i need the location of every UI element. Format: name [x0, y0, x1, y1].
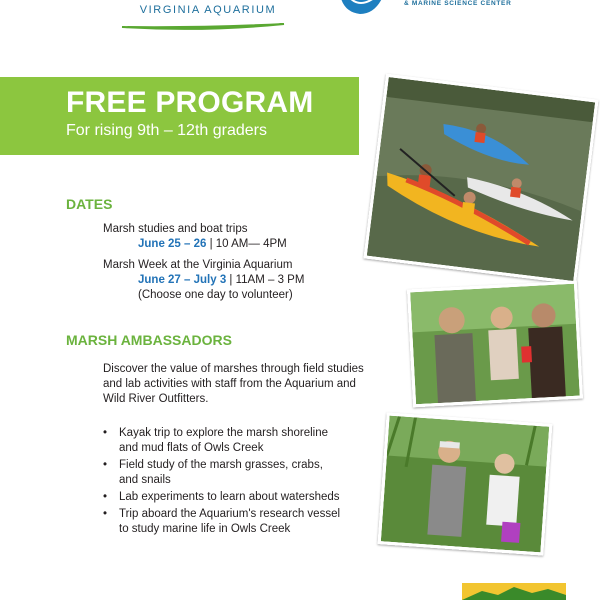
marsh-study-photo [407, 281, 583, 408]
dates-heading: DATES [66, 196, 113, 212]
dates-item1-time: | 10 AM— 4PM [206, 238, 287, 250]
kayak-photo [363, 74, 598, 285]
dates-item2-date: June 27 – July 3 [138, 274, 227, 286]
sponsor-logo [462, 583, 566, 600]
field-study-photo [378, 412, 553, 555]
list-item [103, 458, 403, 488]
virginia-aquarium-logo-text: VIRGINIA AQUARIUM [139, 4, 277, 16]
dates-item1-line [138, 237, 287, 252]
dates-item2-line [138, 273, 304, 288]
dates-item2-label: Marsh Week at the Virginia Aquarium [103, 259, 293, 271]
list-item-line: • Kayak trip to explore the marsh shoreline [119, 427, 329, 439]
dates-item1-date: June 25 – 26 [138, 238, 207, 250]
intro-line: Wild River Outfitters. [103, 393, 209, 405]
list-item-line: • Lab experiments to learn about watersheds [119, 491, 340, 503]
list-item [103, 490, 403, 505]
activities-list [103, 426, 403, 539]
list-item-line: and mud flats of Owls Creek [119, 442, 264, 454]
marine-science-center-logo-text: & MARINE SCIENCE CENTER [404, 0, 512, 7]
banner-title: FREE PROGRAM [66, 86, 314, 119]
list-item-line: • Trip aboard the Aquarium's research vessel [119, 508, 341, 520]
intro-line: Discover the value of marshes through field studies [103, 363, 364, 375]
list-item-line: and snails [119, 474, 171, 486]
intro-line: and lab activities with staff from the Aquarium and [103, 378, 356, 390]
aquarium-emblem-icon [338, 0, 388, 22]
dates-item1-label: Marsh studies and boat trips [103, 223, 248, 235]
list-item-line: • Field study of the marsh grasses, crabs, [119, 459, 323, 471]
list-item [103, 507, 403, 537]
dates-item2-note: (Choose one day to volunteer) [138, 289, 293, 301]
list-item [103, 426, 403, 456]
ambassadors-intro [103, 362, 403, 407]
list-item-line: to study marine life in Owls Creek [119, 523, 291, 535]
logo-swoosh-icon [118, 18, 288, 32]
dates-item2-time: | 11AM – 3 PM [226, 274, 305, 286]
ambassadors-heading: MARSH AMBASSADORS [66, 332, 232, 348]
banner-subtitle: For rising 9th – 12th graders [66, 122, 267, 139]
